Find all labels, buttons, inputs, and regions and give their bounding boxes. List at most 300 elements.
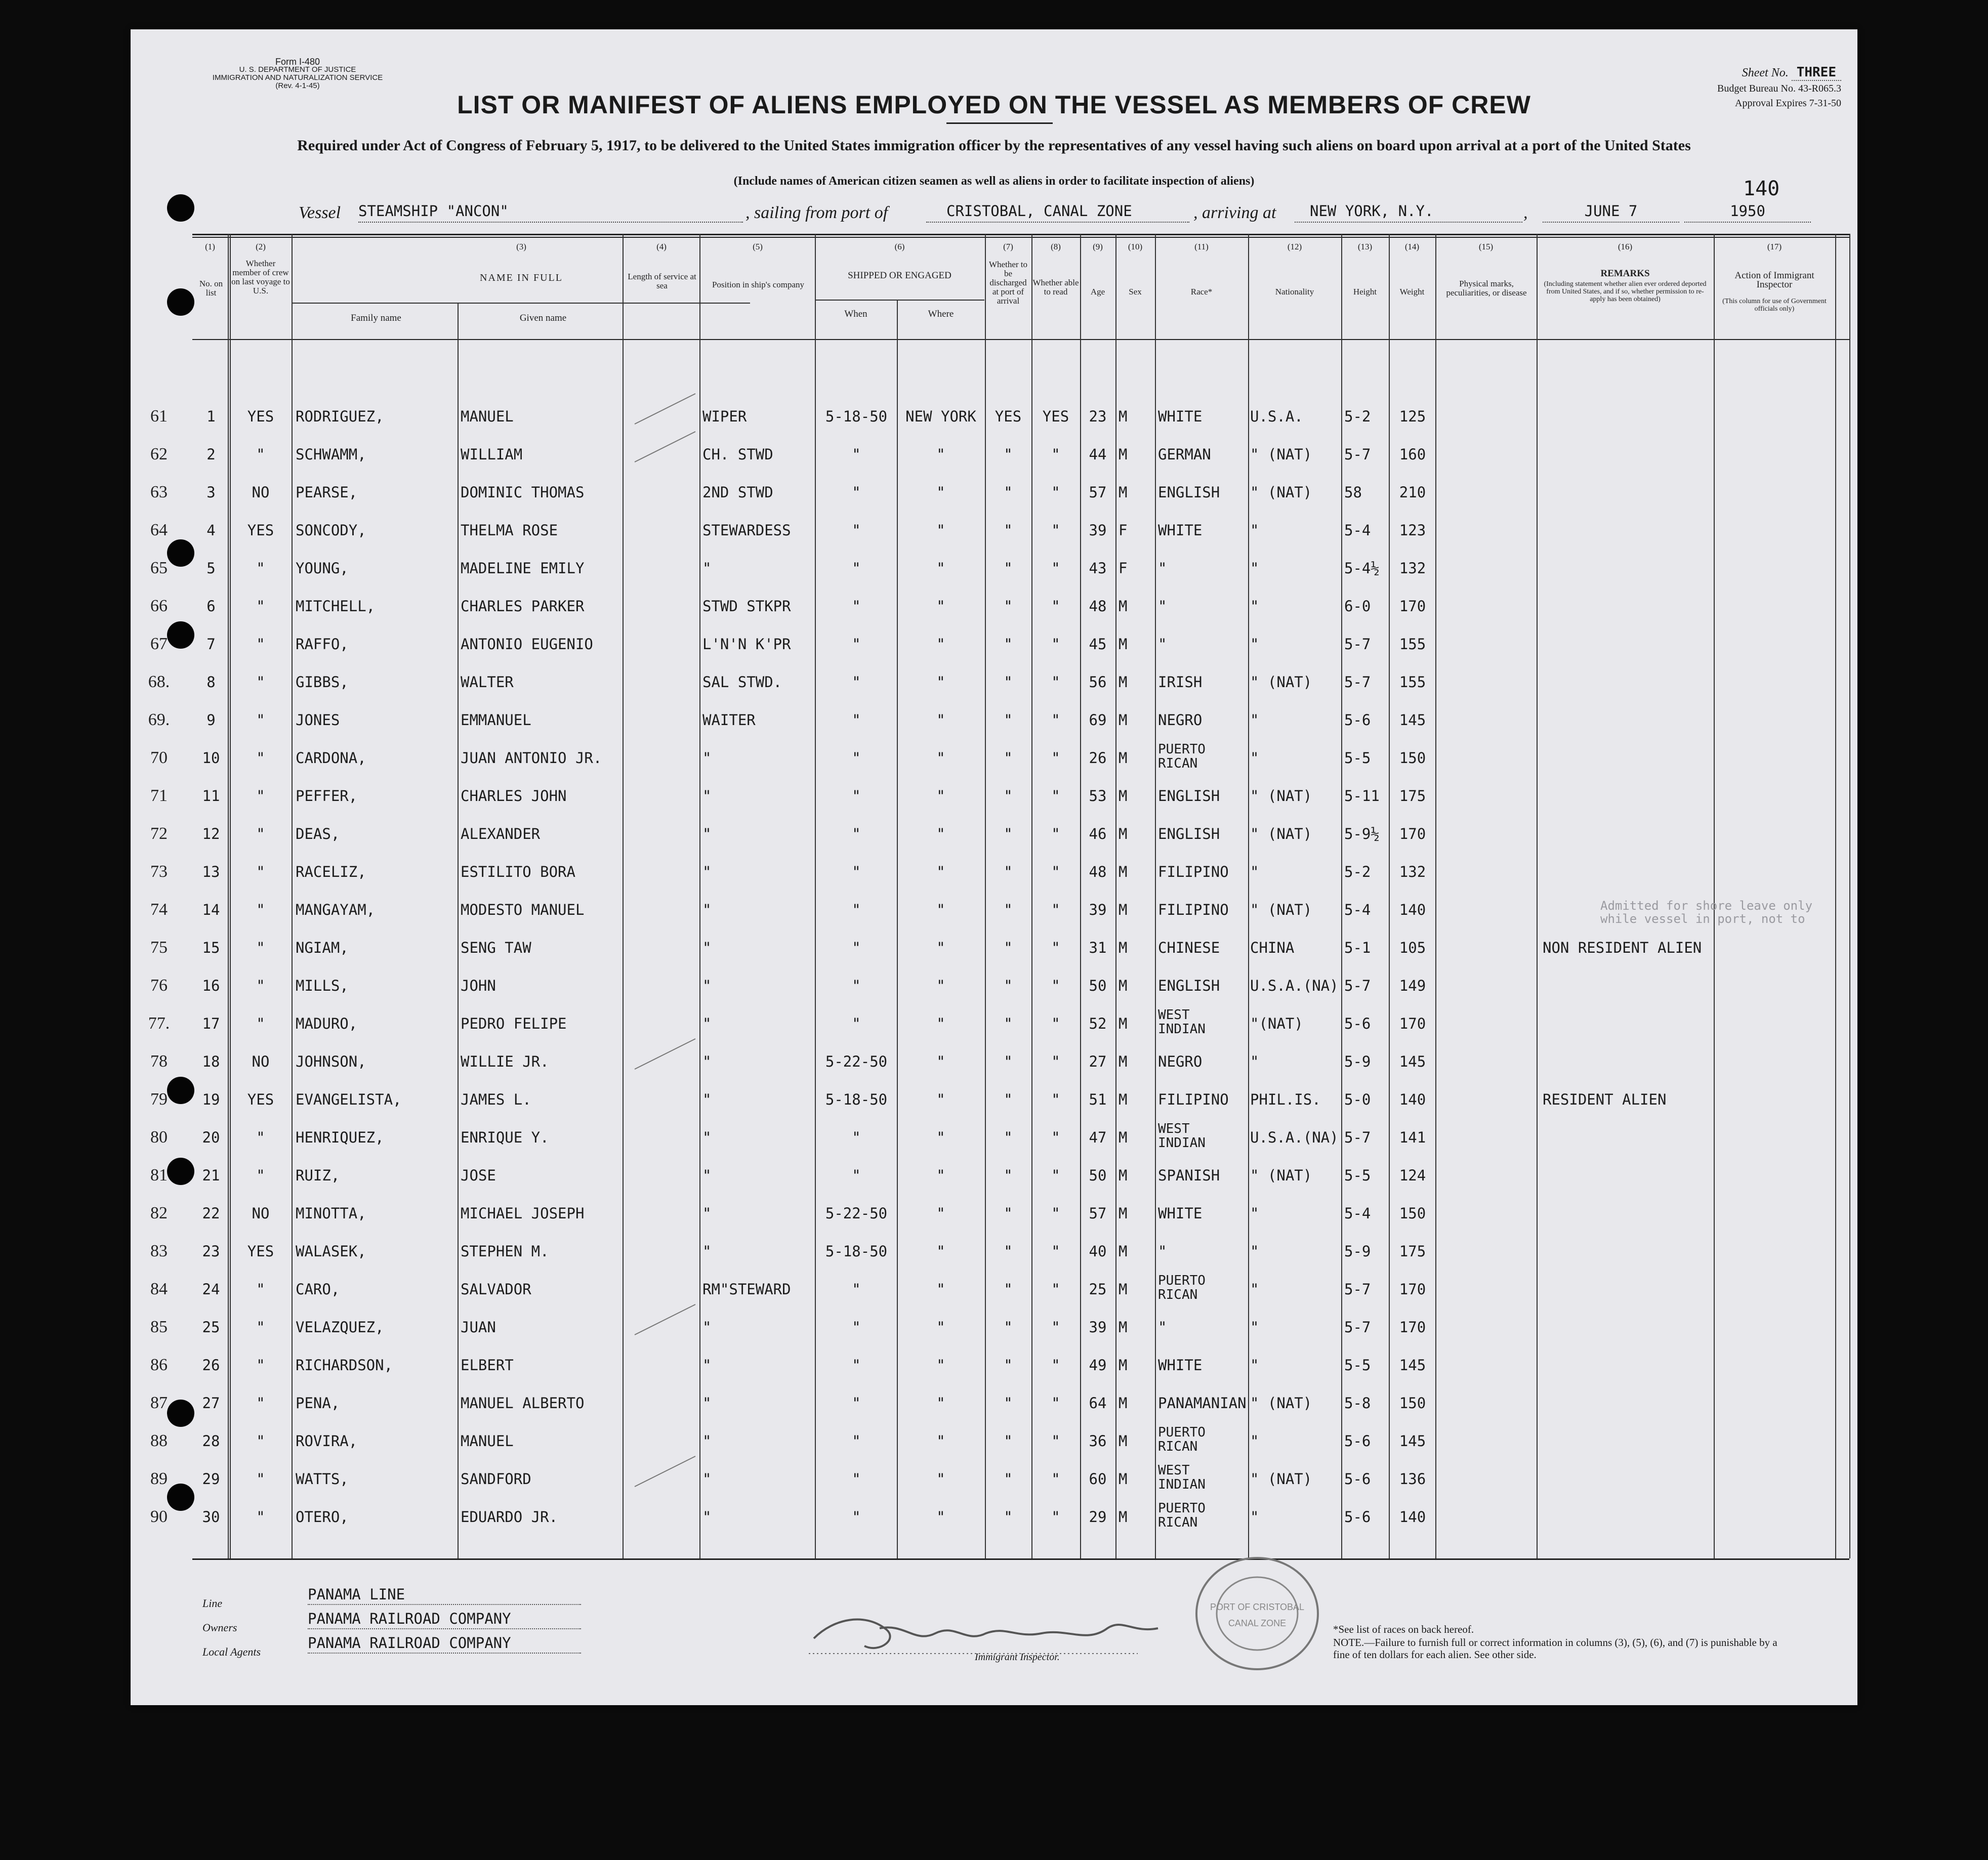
line-number: 68. <box>148 672 170 691</box>
cell-when: " <box>852 1357 861 1374</box>
line-number: 73 <box>150 862 168 881</box>
cell-disch: " <box>1004 1470 1013 1488</box>
cell-given: EMMANUEL <box>461 711 531 729</box>
cell-no: 19 <box>202 1091 220 1108</box>
line-number: 72 <box>150 824 168 843</box>
cell-pos: 2ND STWD <box>702 484 773 501</box>
cell-no: 12 <box>202 825 220 842</box>
col-num-9: (9) <box>1093 242 1103 251</box>
cell-where: " <box>936 1357 945 1374</box>
col-num-13: (13) <box>1357 242 1373 251</box>
cell-family: RACELIZ, <box>296 863 366 880</box>
cell-disch: " <box>1004 901 1013 918</box>
cell-family: MILLS, <box>296 977 349 994</box>
owners-label: Owners <box>202 1621 237 1634</box>
cell-where: " <box>936 636 945 653</box>
cell-sex: M <box>1119 1394 1128 1412</box>
cell-age: 69 <box>1089 711 1107 729</box>
cell-nat: "(NAT) <box>1250 1015 1303 1032</box>
column-rule <box>1835 234 1836 1558</box>
cell-where: " <box>936 939 945 956</box>
owners-value: PANAMA RAILROAD COMPANY <box>308 1610 581 1629</box>
cell-read: " <box>1051 560 1060 577</box>
cell-nat: " (NAT) <box>1250 446 1312 463</box>
agents-value: PANAMA RAILROAD COMPANY <box>308 1634 581 1654</box>
cell-age: 48 <box>1089 863 1107 880</box>
cell-sex: M <box>1119 673 1128 691</box>
cell-last: " <box>256 825 265 842</box>
cell-race: NEGRO <box>1158 711 1203 729</box>
col-num-14: (14) <box>1404 242 1420 251</box>
cell-sex: M <box>1119 1053 1128 1070</box>
cell-height: 5-7 <box>1344 1129 1371 1146</box>
line-number: 65 <box>150 559 168 577</box>
cell-pos: " <box>702 1243 712 1260</box>
cell-given: PEDRO FELIPE <box>461 1015 567 1032</box>
column-rule <box>1248 234 1249 1558</box>
cell-when: " <box>852 749 861 767</box>
cell-age: 52 <box>1089 1015 1107 1032</box>
table-top-rule <box>192 234 1849 235</box>
cell-when: " <box>852 1470 861 1488</box>
col-num-16: (16) <box>1618 242 1633 251</box>
header-inspector-action: Action of Immigrant Inspector <box>1734 270 1814 290</box>
cell-age: 46 <box>1089 825 1107 842</box>
penalty-note: NOTE.—Failure to furnish full or correct information in columns (3), (5), (6), and (7) is punishable by a fine of ten dollars for each alien. See other side. <box>1333 1636 1777 1661</box>
cell-where: " <box>936 1129 945 1146</box>
cell-disch: " <box>1004 1319 1013 1336</box>
header-weight: Weight <box>1399 287 1425 297</box>
cell-given: MANUEL <box>461 1432 514 1450</box>
line-number: 61 <box>150 407 168 426</box>
cell-when: " <box>852 787 861 805</box>
cell-pos: RM"STEWARD <box>702 1281 791 1298</box>
cell-read: " <box>1051 598 1060 615</box>
header-last-voyage: Whether member of crew on last voyage to U.S. <box>231 259 290 295</box>
cell-last: " <box>256 939 265 956</box>
cell-where: NEW YORK <box>905 408 976 425</box>
cell-where: " <box>936 1319 945 1336</box>
cell-age: 25 <box>1089 1281 1107 1298</box>
vessel-label: Vessel <box>299 203 341 222</box>
vessel-name: STEAMSHIP "ANCON" <box>358 202 743 223</box>
cell-family: PEARSE, <box>296 484 358 501</box>
cell-sex: M <box>1119 1357 1128 1374</box>
header-family-name: Family name <box>351 313 401 323</box>
cell-pos: " <box>702 1129 712 1146</box>
cell-read: " <box>1051 1508 1060 1526</box>
cell-last: " <box>256 901 265 918</box>
header-remarks-note: (Including statement whether alien ever ordered deported from United States, and if so, whether permission to re-apply has been obtained) <box>1544 280 1707 303</box>
cell-height: 58 <box>1344 484 1362 501</box>
cell-last: NO <box>252 1053 270 1070</box>
cell-nat: " (NAT) <box>1250 1394 1312 1412</box>
punch-hole <box>167 288 194 316</box>
cell-where: " <box>936 1432 945 1450</box>
cell-last: YES <box>247 522 274 539</box>
cell-height: 5-7 <box>1344 1281 1371 1298</box>
line-number: 81 <box>150 1166 168 1185</box>
cell-height: 5-4 <box>1344 901 1371 918</box>
cell-sex: M <box>1119 446 1128 463</box>
cell-height: 5-1 <box>1344 939 1371 956</box>
form-service: IMMIGRATION AND NATURALIZATION SERVICE <box>212 73 383 82</box>
cell-family: MANGAYAM, <box>296 901 376 918</box>
cell-sex: M <box>1119 598 1128 615</box>
cell-weight: 175 <box>1399 787 1426 805</box>
cell-sex: M <box>1119 1015 1128 1032</box>
cell-read: YES <box>1042 408 1069 425</box>
cell-disch: " <box>1004 1129 1013 1146</box>
arriving-port: NEW YORK, N.Y. <box>1295 202 1522 223</box>
cell-pos: " <box>702 901 712 918</box>
cell-race: NEGRO <box>1158 1053 1203 1070</box>
cell-family: RODRIGUEZ, <box>296 408 384 425</box>
cell-disch: " <box>1004 1508 1013 1526</box>
header-no-on-list: No. on list <box>199 279 223 298</box>
line-number: 85 <box>150 1318 168 1336</box>
cell-weight: 136 <box>1399 1470 1426 1488</box>
cell-last: YES <box>247 408 274 425</box>
cell-race: " <box>1158 1319 1167 1336</box>
cell-nat: " (NAT) <box>1250 1470 1312 1488</box>
cell-weight: 125 <box>1399 408 1426 425</box>
manifest-page: Form I-480 U. S. DEPARTMENT OF JUSTICE IMMIGRATION AND NATURALIZATION SERVICE (Rev. 4-1-45) Sheet No. THREE Budget Bureau No. 43-R065.3 Approval Expires 7-31-50 140 LIST OR MANIFEST OF ALIENS EMPLOYED ON THE VESSEL AS MEMBERS OF CREW Required under Act of Congress of February 5, 1917, to be delivered to the United States immigration officer by the representatives of any vessel having such aliens on board upon arrival at a port of the United States (Include names of American citizen seamen as well as aliens in order to facilitate inspection of aliens) Vessel STEAMSHIP "ANCON" , sailing from port of CRISTOBAL, CANAL ZONE , arriving at NEW YORK, N.Y. , JUNE 7 1950 (1) No. on list (2) Whether member of crew on last voyage to U.S. (3) NAME IN FULL Family name Given name (4) Length of service at sea (5) Position in ship's company (6) SHIPPED OR ENGAGED When Where (7) Whether to be discharged at port of arrival (8) Whether able to read (9) Age (10) Sex (11) Race* (12) Nationality (13) Height (14) Weight (15) Physical marks, peculiarities, or disease (16) REMARKS (Including statement whether alien ever ordered deported from United States, and if so, whether permission to re-apply has been obtained) (17) Action of Immigrant Inspector (This column for use of Government officials only) 61 1 YES RODRIGUEZ, MANUEL WIPER 5-18-50 NEW YORK YES YES 23 M WHITE U.S.A. 5-2 125 62 2 " SCHWAMM, WILLIAM CH. STWD " " " " 44 M GERMAN " (NAT) 5-7 160 63 3 NO PEARSE, DOMINIC THOMAS 2ND STWD " " " " 57 M ENGLISH " (NAT) 58 210 64 4 YES SONCODY, THELMA ROSE STEWARDESS " " " " 39 F WHITE " 5-4 123 65 5 " YOUNG, MADELINE EMILY " " " " " 43 F " " 5-4½ 132 66 6 " MITCHELL, CHARLES PARKER STWD STKPR " " " " 48 M " " 6-0 170 67 7 " RAFFO, ANTONIO EUGENIO L'N'N K'PR " " " " 45 M " " 5-7 155 68. 8 " GIBBS, WALTER SAL STWD. " " " " 56 M IRISH " (NAT) 5-7 155 69. 9 " JONES EMMANUEL WAITER " " " " 69 M NEGRO " 5-6 145 70 10 " CARDONA, JUAN ANTONIO JR. " " " " " 26 M PUERTO RICAN " 5-5 150 71 11 " PEFFER, CHARLES JOHN " " " " " 53 M ENGLISH " (NAT) 5-11 175 72 12 " DEAS, ALEXANDER " " " " " 46 M ENGLISH " (NAT) 5-9½ 170 73 13 " RACELIZ, ESTILITO BORA " " " " " 48 M FILIPINO " 5-2 132 74 14 " MANGAYAM, MODESTO MANUEL " " " " " 39 M FILIPINO " (NAT) 5-4 140 75 15 " NGIAM, SENG TAW " " " " " 31 M CHINESE CHINA 5-1 105 NON RESIDENT ALIEN 76 16 " MILLS, JOHN " " " " " 50 M ENGLISH U.S.A.(NA) 5-7 149 77. 17 " MADURO, PEDRO FELIPE " " " " " 52 M WEST INDIAN "(NAT) 5-6 170 78 18 NO JOHNSON, WILLIE JR. " 5-22-50 " " " 27 M NEGRO " 5-9 145 79 19 YES EVANGELISTA, JAMES L. " 5-18-50 " " " 51 M FILIPINO PHIL.IS. 5-0 140 RESIDENT ALIEN 80 20 " HENRIQUEZ, ENRIQUE Y. " " " " " 47 M WEST INDIAN U.S.A.(NA) 5-7 141 81 21 " RUIZ, JOSE " " " " " 50 M SPANISH " (NAT) 5-5 124 82 22 NO MINOTTA, MICHAEL JOSEPH " 5-22-50 " " " 57 M WHITE " 5-4 150 83 23 YES WALASEK, STEPHEN M. " 5-18-50 " " " 40 M " " 5-9 175 84 24 " CARO, SALVADOR RM"STEWARD " " " " 25 M PUERTO RICAN " 5-7 170 85 25 " VELAZQUEZ, JUAN " " " " " 39 M " " 5-7 170 86 26 " RICHARDSON, ELBERT " " " " " 49 M WHITE " 5-5 145 87 27 " PENA, MANUEL ALBERTO " " " " " 64 M PANAMANIAN " (NAT) 5-8 150 88 28 " ROVIRA, MANUEL " " " " " 36 M PUERTO RICAN " 5-6 145 89 29 " WATTS, SANDFORD " " " " " 60 M WEST INDIAN " (NAT) 5-6 136 90 30 " OTERO, EDUARDO JR. " " " " " 29 M PUERTO RICAN " 5-6 140 Admitted for shore leave only while vessel in port, not to Line PANAMA LINE Owners PANAMA RAILROAD COMPANY Local Agents PANAMA RAILROAD COMPANY Immigrant Inspector. PORT OF CRISTOBAL CANAL ZONE *See list of races on back hereof. NOTE.—Failure to furnish full or correct information in columns (3), (5), (6), and (7) is punishable by a fine of ten dollars for each alien. See other side. <box>131 29 1857 1705</box>
cell-given: MANUEL ALBERTO <box>461 1394 585 1412</box>
cell-nat: " <box>1250 1432 1259 1450</box>
cell-age: 50 <box>1089 1167 1107 1184</box>
cell-given: WALTER <box>461 673 514 691</box>
cell-race: ENGLISH <box>1158 977 1220 994</box>
cell-read: " <box>1051 977 1060 994</box>
cell-weight: 170 <box>1399 1015 1426 1032</box>
cell-given: JOHN <box>461 977 496 994</box>
cell-weight: 145 <box>1399 1053 1426 1070</box>
svg-text:PORT OF CRISTOBAL: PORT OF CRISTOBAL <box>1210 1602 1305 1612</box>
line-number: 79 <box>150 1090 168 1109</box>
cell-weight: 210 <box>1399 484 1426 501</box>
cell-weight: 140 <box>1399 901 1426 918</box>
form-identifier <box>191 58 404 90</box>
cell-height: 5-7 <box>1344 636 1371 653</box>
cell-sex: M <box>1119 1243 1128 1260</box>
cell-age: 56 <box>1089 673 1107 691</box>
cell-pos: " <box>702 787 712 805</box>
cell-weight: 150 <box>1399 1394 1426 1412</box>
cell-read: " <box>1051 1129 1060 1146</box>
cell-when: " <box>852 901 861 918</box>
cell-remark: NON RESIDENT ALIEN <box>1543 939 1702 956</box>
cell-family: CARO, <box>296 1281 340 1298</box>
cell-nat: " <box>1250 863 1259 880</box>
cell-no: 20 <box>202 1129 220 1146</box>
cell-weight: 160 <box>1399 446 1426 463</box>
cell-where: " <box>936 1053 945 1070</box>
cell-race: WHITE <box>1158 408 1203 425</box>
cell-height: 6-0 <box>1344 598 1371 615</box>
cell-no: 24 <box>202 1281 220 1298</box>
cell-family: SONCODY, <box>296 522 366 539</box>
cell-pos: " <box>702 1357 712 1374</box>
cell-height: 5-4 <box>1344 522 1371 539</box>
cell-read: " <box>1051 1015 1060 1032</box>
cell-pos: " <box>702 825 712 842</box>
cell-given: SALVADOR <box>461 1281 531 1298</box>
cell-family: CARDONA, <box>296 749 366 767</box>
cell-last: " <box>256 446 265 463</box>
cell-when: " <box>852 522 861 539</box>
cell-sex: M <box>1119 1470 1128 1488</box>
cell-race: PUERTO RICAN <box>1158 742 1206 771</box>
cell-where: " <box>936 560 945 577</box>
cell-age: 45 <box>1089 636 1107 653</box>
cell-disch: " <box>1004 1091 1013 1108</box>
cell-read: " <box>1051 1281 1060 1298</box>
cell-given: MADELINE EMILY <box>461 560 585 577</box>
cell-family: PEFFER, <box>296 787 358 805</box>
budget-number: Budget Bureau No. 43-R065.3 <box>1717 83 1841 94</box>
cell-last: " <box>256 1394 265 1412</box>
cell-nat: " (NAT) <box>1250 1167 1312 1184</box>
cell-family: MITCHELL, <box>296 598 376 615</box>
header-sex: Sex <box>1129 287 1142 297</box>
cell-height: 5-6 <box>1344 1015 1371 1032</box>
cell-family: YOUNG, <box>296 560 349 577</box>
header-race: Race* <box>1190 287 1213 297</box>
cell-read: " <box>1051 711 1060 729</box>
column-rule <box>1537 234 1538 1558</box>
cell-given: JUAN ANTONIO JR. <box>461 749 602 767</box>
cell-race: FILIPINO <box>1158 901 1229 918</box>
cell-weight: 155 <box>1399 636 1426 653</box>
cell-disch: " <box>1004 598 1013 615</box>
cell-given: MODESTO MANUEL <box>461 901 585 918</box>
cell-race: " <box>1158 560 1167 577</box>
cell-pos: L'N'N K'PR <box>702 636 791 653</box>
cell-read: " <box>1051 446 1060 463</box>
cell-sex: F <box>1119 560 1128 577</box>
cell-disch: " <box>1004 1167 1013 1184</box>
cell-sex: M <box>1119 1205 1128 1222</box>
cell-pos: " <box>702 1167 712 1184</box>
cell-race: WEST INDIAN <box>1158 1463 1206 1492</box>
cell-race: WHITE <box>1158 522 1203 539</box>
cell-sex: M <box>1119 787 1128 805</box>
cell-height: 5-5 <box>1344 1357 1371 1374</box>
cell-height: 5-4½ <box>1344 560 1380 577</box>
line-number: 88 <box>150 1431 168 1450</box>
cell-where: " <box>936 598 945 615</box>
cell-weight: 105 <box>1399 939 1426 956</box>
header-nationality: Nationality <box>1275 287 1314 297</box>
cell-sex: M <box>1119 901 1128 918</box>
inspector-label: Immigrant Inspector. <box>975 1652 1060 1663</box>
cell-read: " <box>1051 787 1060 805</box>
cell-no: 2 <box>206 446 216 463</box>
cell-when: 5-18-50 <box>825 1091 888 1108</box>
line-number: 86 <box>150 1356 168 1374</box>
cell-no: 14 <box>202 901 220 918</box>
cell-family: RAFFO, <box>296 636 349 653</box>
cell-no: 25 <box>202 1319 220 1336</box>
cell-family: WATTS, <box>296 1470 349 1488</box>
cell-disch: " <box>1004 446 1013 463</box>
cell-when: " <box>852 1281 861 1298</box>
line-number: 71 <box>150 786 168 805</box>
cell-sex: M <box>1119 863 1128 880</box>
cell-when: " <box>852 825 861 842</box>
cell-disch: " <box>1004 1357 1013 1374</box>
cell-given: SANDFORD <box>461 1470 531 1488</box>
cell-no: 5 <box>206 560 216 577</box>
cell-disch: " <box>1004 787 1013 805</box>
cell-last: " <box>256 673 265 691</box>
cell-disch: " <box>1004 484 1013 501</box>
cell-disch: " <box>1004 749 1013 767</box>
page-number: 140 <box>1743 177 1780 200</box>
cell-weight: 145 <box>1399 711 1426 729</box>
cell-no: 18 <box>202 1053 220 1070</box>
cell-pos: WIPER <box>702 408 747 425</box>
cell-nat: PHIL.IS. <box>1250 1091 1321 1108</box>
cell-disch: " <box>1004 1394 1013 1412</box>
form-number: Form I-480 <box>275 57 320 67</box>
cell-given: THELMA ROSE <box>461 522 558 539</box>
cell-weight: 150 <box>1399 1205 1426 1222</box>
cell-read: " <box>1051 749 1060 767</box>
cell-no: 28 <box>202 1432 220 1450</box>
cell-weight: 145 <box>1399 1432 1426 1450</box>
cell-sex: M <box>1119 1167 1128 1184</box>
form-rev: (Rev. 4-1-45) <box>275 81 320 90</box>
cell-height: 5-7 <box>1344 977 1371 994</box>
cell-disch: " <box>1004 977 1013 994</box>
cell-when: 5-22-50 <box>825 1205 888 1222</box>
cell-last: " <box>256 1167 265 1184</box>
cell-when: " <box>852 1319 861 1336</box>
cell-when: " <box>852 977 861 994</box>
cell-read: " <box>1051 1243 1060 1260</box>
cell-age: 47 <box>1089 1129 1107 1146</box>
line-number: 63 <box>150 483 168 501</box>
cell-weight: 170 <box>1399 1319 1426 1336</box>
cell-nat: U.S.A.(NA) <box>1250 977 1339 994</box>
cell-last: " <box>256 863 265 880</box>
cell-age: 64 <box>1089 1394 1107 1412</box>
header-height: Height <box>1353 287 1377 297</box>
col-num-12: (12) <box>1287 242 1302 251</box>
line-number: 77. <box>148 1014 170 1033</box>
col-num-5: (5) <box>753 242 763 251</box>
col-num-1: (1) <box>205 242 215 251</box>
cell-age: 29 <box>1089 1508 1107 1526</box>
cell-age: 60 <box>1089 1470 1107 1488</box>
line-number: 82 <box>150 1204 168 1222</box>
cell-race: PUERTO RICAN <box>1158 1425 1206 1454</box>
cell-where: " <box>936 787 945 805</box>
cell-no: 23 <box>202 1243 220 1260</box>
cell-when: " <box>852 711 861 729</box>
cell-pos: " <box>702 977 712 994</box>
cell-read: " <box>1051 939 1060 956</box>
cell-given: STEPHEN M. <box>461 1243 549 1260</box>
cell-disch: " <box>1004 673 1013 691</box>
column-rule <box>292 234 293 1558</box>
cell-sex: M <box>1119 749 1128 767</box>
cell-age: 39 <box>1089 1319 1107 1336</box>
cell-given: MICHAEL JOSEPH <box>461 1205 585 1222</box>
cell-nat: U.S.A.(NA) <box>1250 1129 1339 1146</box>
cell-given: DOMINIC THOMAS <box>461 484 585 501</box>
cell-when: " <box>852 636 861 653</box>
cell-height: 5-9½ <box>1344 825 1380 842</box>
cell-given: MANUEL <box>461 408 514 425</box>
cell-last: " <box>256 1281 265 1298</box>
header-discharged: Whether to be discharged at port of arrival <box>989 260 1027 306</box>
cell-disch: " <box>1004 1205 1013 1222</box>
header-shipped-engaged: SHIPPED OR ENGAGED <box>848 270 951 281</box>
cell-when: " <box>852 1508 861 1526</box>
cell-read: " <box>1051 1357 1060 1374</box>
cell-pos: " <box>702 749 712 767</box>
cell-disch: " <box>1004 711 1013 729</box>
cell-where: " <box>936 484 945 501</box>
cell-nat: " <box>1250 1319 1259 1336</box>
cell-age: 27 <box>1089 1053 1107 1070</box>
cell-read: " <box>1051 1470 1060 1488</box>
cell-where: " <box>936 901 945 918</box>
arriving-label: , arriving at <box>1193 203 1276 222</box>
cell-read: " <box>1051 1319 1060 1336</box>
cell-last: " <box>256 560 265 577</box>
cell-pos: " <box>702 560 712 577</box>
cell-family: VELAZQUEZ, <box>296 1319 384 1336</box>
col-num-4: (4) <box>656 242 667 251</box>
line-number: 70 <box>150 748 168 767</box>
cell-nat: " <box>1250 1243 1259 1260</box>
cell-last: " <box>256 636 265 653</box>
cell-given: JUAN <box>461 1319 496 1336</box>
cell-weight: 132 <box>1399 863 1426 880</box>
cell-nat: " <box>1250 560 1259 577</box>
cell-no: 29 <box>202 1470 220 1488</box>
cell-age: 57 <box>1089 1205 1107 1222</box>
cell-age: 39 <box>1089 901 1107 918</box>
header-given-name: Given name <box>519 313 567 323</box>
cell-weight: 170 <box>1399 1281 1426 1298</box>
cell-disch: YES <box>995 408 1022 425</box>
cell-nat: " <box>1250 1205 1259 1222</box>
cell-age: 44 <box>1089 446 1107 463</box>
name-split-rule <box>458 303 459 1558</box>
cell-age: 53 <box>1089 787 1107 805</box>
cell-race: SPANISH <box>1158 1167 1220 1184</box>
cell-sex: M <box>1119 1281 1128 1298</box>
cell-weight: 149 <box>1399 977 1426 994</box>
cell-disch: " <box>1004 1432 1013 1450</box>
line-label: Line <box>202 1597 223 1610</box>
cell-race: PANAMANIAN <box>1158 1394 1247 1412</box>
cell-nat: " (NAT) <box>1250 825 1312 842</box>
cell-nat: " (NAT) <box>1250 673 1312 691</box>
title-rule <box>946 122 1053 124</box>
cell-when: " <box>852 673 861 691</box>
cell-family: EVANGELISTA, <box>296 1091 402 1108</box>
cell-given: SENG TAW <box>461 939 531 956</box>
cell-nat: " <box>1250 711 1259 729</box>
cell-sex: M <box>1119 711 1128 729</box>
approval-expiry: Approval Expires 7-31-50 <box>1735 98 1841 109</box>
